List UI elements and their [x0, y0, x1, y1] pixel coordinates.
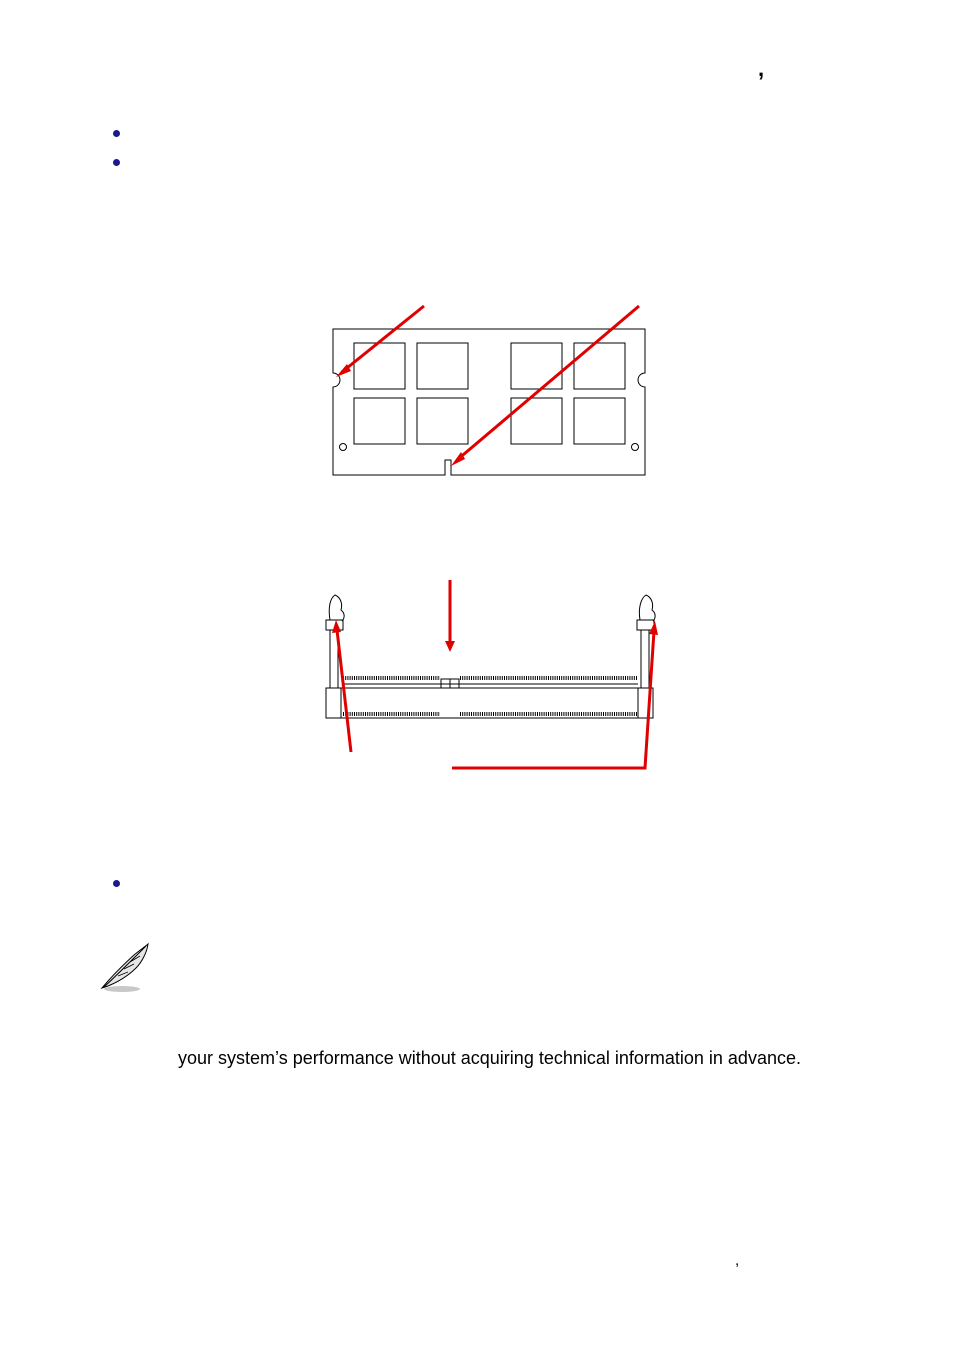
stray-comma-bottom: ,	[735, 1252, 740, 1269]
note-text: your system’s performance without acquiring technical information in advance.	[178, 1048, 801, 1068]
stray-comma-top: ,	[758, 56, 765, 81]
